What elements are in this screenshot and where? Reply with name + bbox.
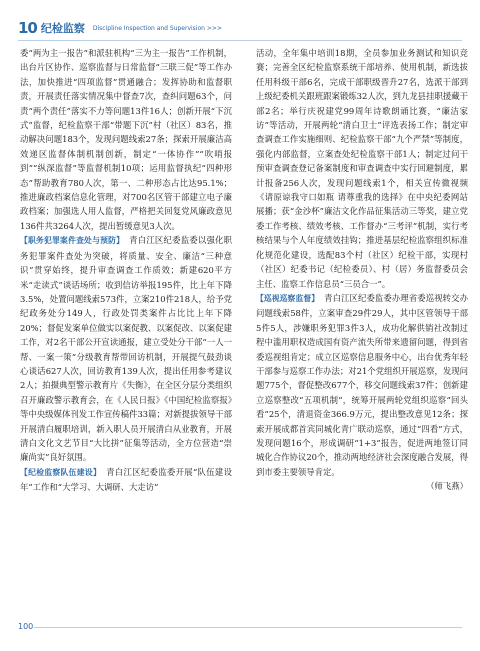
section-heading: 【纪检监察队伍建设】 <box>20 467 102 477</box>
section-paragraph <box>20 465 232 495</box>
issue-number: 10 <box>18 19 37 37</box>
left-column <box>20 46 232 495</box>
footer-divider <box>34 627 462 628</box>
section-heading: 【巡视巡察监督】 <box>256 293 320 303</box>
author-signature: （师飞燕） <box>426 481 468 492</box>
section-heading: 【职务犯罪案件查处与预防】 <box>20 236 125 246</box>
section-paragraph <box>256 291 468 479</box>
section-body: 青白江区纪委监委办理省委巡视转交办问题线索58件，立案审查29件29人，其中区管领导干部5件5人，涉嫌职务犯罪3件3人，成功化解供销社改制过程中滥用职权造成国有资产流失所带来遗留问题，得到省委巡视组肯定；成立区巡察信息服务中心，出台优秀年轻干部参与巡察工作办法；对21个党组织开展巡察，发现问题775个，督促整改677个，移交问题线索37件；创新建立巡察整改“五项机制”，统筹开展两轮党组织巡察“回头看”25个，清退资金366.9万元，提出整改意见12条；探索开展成都首宾同城化青广联动巡察，通过“四看”方式，发现问题16个，形成调研“1+3”报告，促进两地签订同城化合作协议20个，推动两地经济社会深度融合发展，得到市委主要领导肯定。 <box>256 292 468 477</box>
header-divider <box>18 40 462 41</box>
section-title: 纪检监察 <box>40 22 85 35</box>
page-header <box>18 20 222 36</box>
paragraph: 委“两为主一报告”和派驻机构“三为主一报告”工作机制，出台片区协作、巡察监督与日常监督“三联三促”等工作办法，加快推进“四项监督”贯通融合；发挥协助和监督职责，开展责任落实情况集中督查7次，查纠问题63个，问责“两个责任”落实不力等问题13件16人；创新开展“下沉式”监督，纪检监察干部“带题下沉”村（社区）83名，推动解决问题183个，发现问题线索27条；探索开展廉洁高效递区监督体制机制创新，制定“一体协作”“吹哨报到”“纵深监督”等监督机制10项；运用监督执纪“四种形态”帮助教育780人次，第一、二种形态占比达95.1%；推进廉政档案信息化管理，对700名区管干部建立电子廉政档案；加强选人用人监督，严格把关回复党风廉政意见136件共3264人次，提出暂缓意见3人次。 <box>20 48 232 231</box>
paragraph: 活动，全年集中培训18期，全员参加业务测试和知识竞赛；完善全区纪检监察系统干部培养、使用机制，新选拔任用科级干部6名，完成干部职级晋升27名，选派干部到上级纪委机关跟班跟案锻炼32人次，到九龙县挂职援藏干部2名；举行庆祝建党99周年诗歌朗诵比赛，“廉洁家访”等活动，开展两轮“清白卫士”评选表扬工作；制定审查调查工作实施细则、纪检监察干部“九个严禁”等制度，强化内部监督，立案查处纪检监察干部1人；制定过问干预审查调查登记备案制度和审查调查中实行回避制度，累计报备256人次，发现问题线索1个，相关宣传微视频《请原谅我守口如瓶 请尊重我的选择》在中央纪委网站展播；获“金沙杯”廉洁文化作品征集活动三等奖，建立党委工作考核、绩效考核、工作督办“三考评”机制，实行考核结果与个人年度绩效挂钩；推进基层纪检监察组织标准化规范化建设，选配83个村（社区）纪检干部，实现村（社区）纪委书记（纪检委员）、村（居）务监督委员会主任、监察工作信息员“三员合一”。 <box>256 48 468 289</box>
page-number: 100 <box>18 622 34 631</box>
section-title-en: Discipline Inspection and Supervision >>> <box>92 24 222 32</box>
section-body: 青白江区纪委监委以强化职务犯罪案件查处为突破，将质量、安全、廉洁“三种意识”贯穿始终，提升审查调查工作质效；新建620平方米“走读式”谈话场所；收到信访举报195件，比上年下降3.5%，处置问题线索573件，立案210件218人，给予党纪政务处分149人，行政处罚类案件占比比上年下降20%；督促发案单位做实以案促教、以案促改、以案促建工作，对2名干部公开宣读通报，建立受处分干部“一人一帮、一案一策”分级教育帮带回访机制，开展提气鼓劲谈心谈话627人次，回访教育139人次，提出任用参考建议2人；拍摄典型警示教育片《失衡》，在全区分层分类组织召开廉政警示教育会，在《人民日报》《中国纪检监察报》等中央级媒体刊发工作宣传稿件33篇；对新提拔领导干部开展清白履职培训，新入职人员开展清白从业教育，开展清白文化文艺节目“大比拼”征集等活动，全方位营造“崇廉尚实”良好氛围。 <box>20 235 233 463</box>
right-column <box>256 46 468 494</box>
section-body: 青白江区纪委监委开展“队伍建设年”工作和“大学习、大调研、大走访” <box>20 466 232 493</box>
section-paragraph <box>20 233 232 465</box>
